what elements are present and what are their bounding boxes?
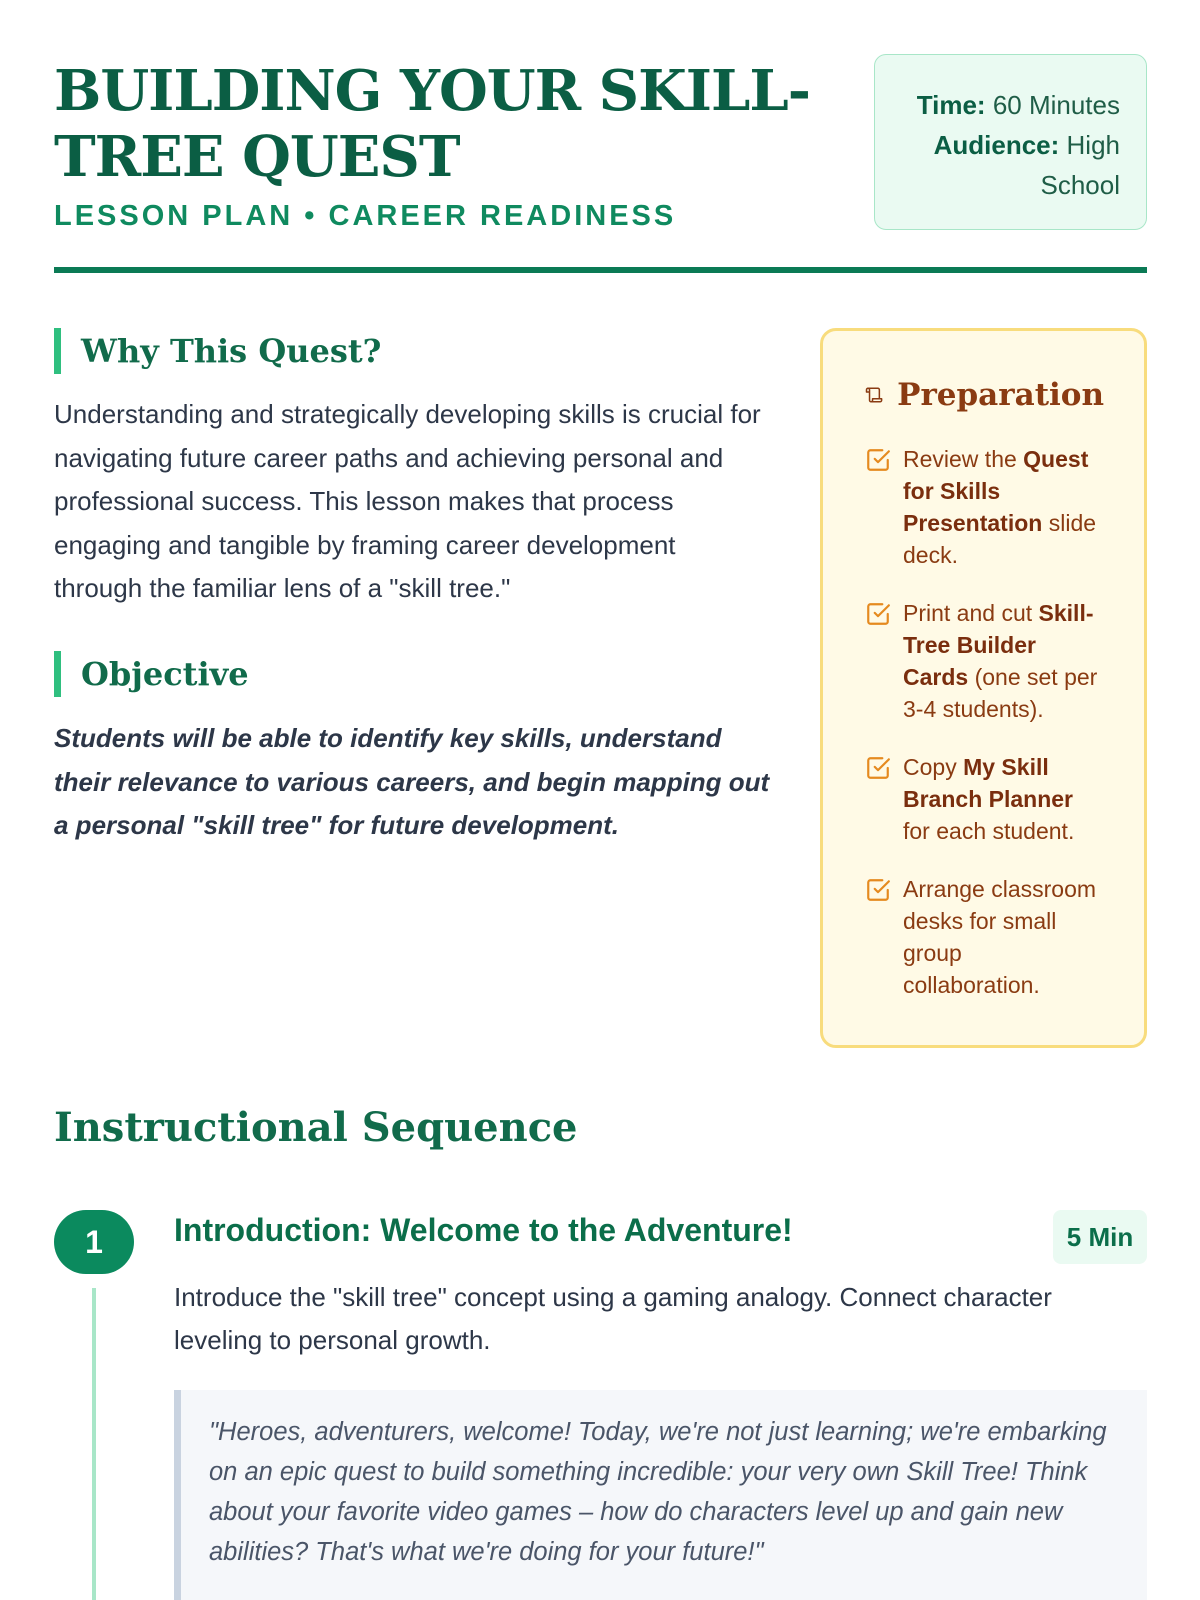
prep-item-text: [903, 443, 1103, 571]
prep-item: [865, 597, 1104, 725]
step-duration-badge: 5 Min: [1053, 1210, 1147, 1264]
prep-item-text-pre: Copy: [903, 754, 964, 780]
prep-item-text-post: for each student.: [903, 818, 1075, 844]
prep-item: [865, 443, 1104, 571]
step-description: Introduce the "skill tree" concept using a gaming analogy. Connect character leveling to personal growth.: [174, 1282, 1052, 1355]
lesson-meta-box: [874, 54, 1147, 230]
prep-item-text-bold: Quest for Skills Presentation: [903, 446, 1089, 536]
lesson-plan-page: [54, 0, 1147, 1600]
prep-item: [865, 751, 1104, 847]
prep-item-text: [903, 597, 1103, 725]
step-number-badge: 1: [54, 1210, 134, 1274]
time-value: 60 Minutes: [992, 90, 1120, 120]
audience-value: High School: [1040, 130, 1120, 200]
checkbox-icon: [865, 755, 891, 781]
checkbox-icon: [865, 447, 891, 473]
prep-item-text-bold: My Skill Branch Planner: [903, 754, 1073, 812]
objective-heading: Objective: [54, 651, 249, 697]
checkbox-icon: [865, 877, 891, 903]
preparation-box: [820, 328, 1147, 1048]
step-title: Introduction: Welcome to the Adventure!: [174, 1212, 793, 1248]
prep-item-text-post: slide deck.: [903, 510, 1097, 568]
audience-meta: [901, 125, 1120, 205]
prep-item-text-bold: Skill-Tree Builder Cards: [903, 600, 1094, 690]
prep-item-text-pre: Print and cut: [903, 600, 1039, 626]
page-subtitle: LESSON PLAN • CAREER READINESS: [54, 200, 677, 232]
prep-item-text: [903, 873, 1103, 1001]
time-meta: [901, 85, 1120, 125]
checkbox-icon: [865, 601, 891, 627]
prep-item-text: [903, 751, 1103, 847]
prep-item-text-pre: Review the: [903, 446, 1024, 472]
prep-item-text-post: (one set per 3-4 students).: [903, 664, 1098, 722]
audience-label: Audience:: [933, 130, 1060, 160]
sequence-heading: Instructional Sequence: [54, 1104, 578, 1151]
header: [54, 52, 1147, 272]
prep-item-text-pre: Arrange classroom desks for small group collaboration.: [903, 876, 1097, 998]
preparation-list: [865, 443, 1104, 1001]
step-script-quote: "Heroes, adventurers, welcome! Today, we're not just learning; we're embarking on an epic quest to build something incredible: your very own Skill Tree! Think about your favorite video games – how do characters level up and gain new abilities? That's what we're doing for your future!": [174, 1390, 1147, 1600]
why-text: Understanding and strategically developing skills is crucial for navigating future career paths and achieving personal and professional success. This lesson makes that process engaging and tangible by framing career development through the familiar lens of a "skill tree.": [54, 399, 761, 603]
header-divider: [54, 267, 1147, 273]
time-label: Time:: [916, 90, 986, 120]
timeline-line: [92, 1288, 96, 1600]
page-title: BUILDING YOUR SKILL-TREE QUEST: [54, 58, 810, 190]
preparation-header: [865, 373, 1104, 417]
why-heading: Why This Quest?: [54, 328, 381, 374]
objective-text: Students will be able to identify key skills, understand their relevance to various careers, and begin mapping out a personal "skill tree" for future development.: [54, 723, 770, 840]
scroll-icon: [865, 376, 883, 414]
preparation-title: Preparation: [897, 377, 1104, 413]
prep-item: [865, 873, 1104, 1001]
